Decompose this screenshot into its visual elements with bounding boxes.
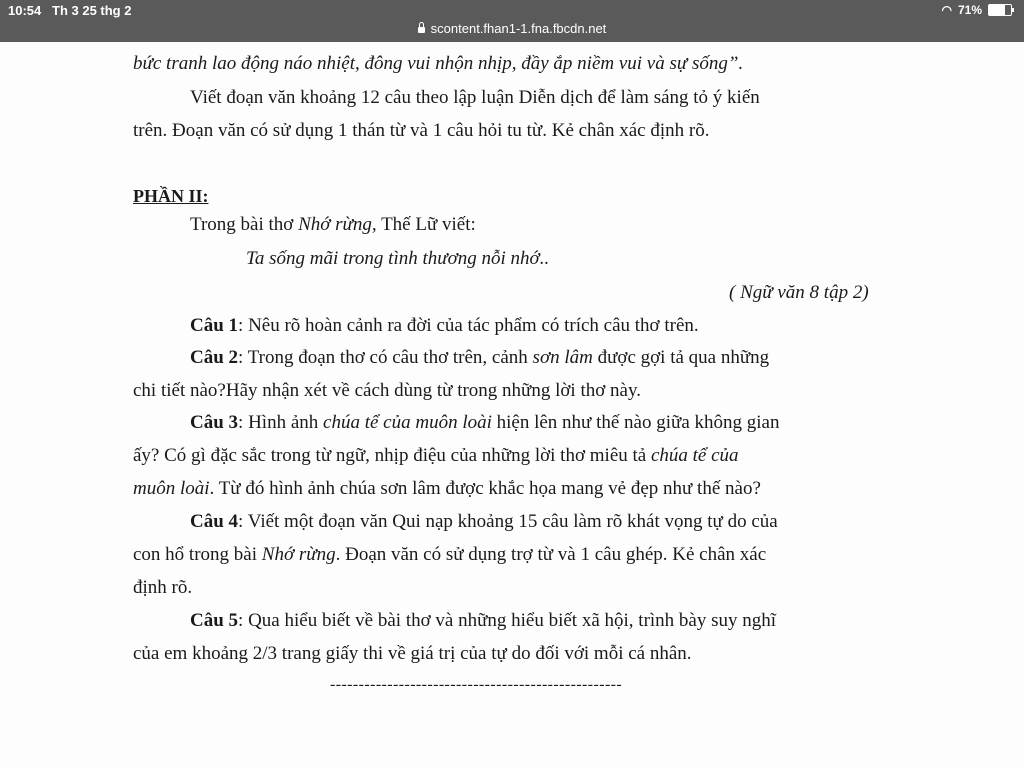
status-time: 10:54	[8, 3, 42, 18]
question-2	[190, 347, 769, 369]
address-bar[interactable]	[0, 21, 1024, 36]
q5-label: Câu 5	[190, 610, 239, 631]
q2-text-a: : Trong đoạn thơ có câu thơ trên, cảnh	[238, 347, 528, 368]
wifi-icon: ◠	[941, 3, 952, 17]
battery-percent: 71%	[957, 3, 982, 17]
q3-line3-em: muôn loài	[133, 478, 210, 499]
separator-line: ---------------------------------------------------	[330, 676, 623, 693]
q3-label: Câu 3	[190, 412, 239, 433]
q3-line2-em: chúa tể của	[650, 445, 739, 466]
q4-line-2	[133, 544, 766, 566]
question-1	[190, 315, 699, 337]
intro-text: Trong bài thơ	[190, 214, 294, 235]
q3-text-a: : Hình ảnh	[238, 412, 319, 433]
document-page	[0, 42, 1024, 768]
battery-level	[989, 5, 1005, 15]
poem-quote: Ta sống mãi trong tình thương nỗi nhớ..	[246, 248, 550, 269]
q3-line-3	[133, 478, 761, 500]
doc-line-3: trên. Đoạn văn có sử dụng 1 thán từ và 1 câu hỏi tu từ. Kẻ chân xác định rõ.	[133, 120, 710, 141]
q4-line2-text-b: . Đoạn văn có sử dụng trợ từ và 1 câu ghép. Kẻ chân xác	[335, 544, 767, 565]
part-2-title: PHẦN II:	[133, 186, 209, 206]
q4-line2-text: con hổ trong bài	[133, 544, 258, 565]
intro-end: Thế Lữ viết:	[381, 214, 476, 235]
doc-line-1: bức tranh lao động náo nhiệt, đông vui nhộn nhịp, đầy ắp niềm vui và sự sống”.	[133, 53, 744, 74]
battery-icon	[988, 4, 1012, 16]
q4-line-3: định rõ.	[133, 577, 193, 598]
status-bar	[0, 0, 1024, 42]
lock-icon	[418, 27, 425, 33]
q1-label: Câu 1	[190, 315, 239, 336]
q3-line2-text: ấy? Có gì đặc sắc trong từ ngữ, nhịp điệu của những lời thơ miêu tả	[133, 445, 647, 466]
q5-text-a: : Qua hiểu biết về bài thơ và những hiểu biết xã hội, trình bày suy nghĩ	[238, 610, 777, 631]
status-right	[941, 3, 1012, 17]
status-date: Th 3 25 thg 2	[52, 3, 132, 18]
doc-line-2: Viết đoạn văn khoảng 12 câu theo lập luận Diễn dịch để làm sáng tỏ ý kiến	[190, 87, 760, 108]
q1-text: : Nêu rõ hoàn cảnh ra đời của tác phẩm có trích câu thơ trên.	[238, 315, 699, 336]
question-4	[190, 511, 778, 533]
q2-em: sơn lâm	[532, 347, 593, 368]
q2-line-2: chi tiết nào?Hãy nhận xét về cách dùng từ trong những lời thơ này.	[133, 380, 641, 401]
question-3	[190, 412, 779, 434]
q3-text-b: hiện lên như thế nào giữa không gian	[496, 412, 780, 433]
question-5	[190, 610, 776, 632]
q4-line2-em: Nhớ rừng	[261, 544, 336, 565]
q4-label: Câu 4	[190, 511, 239, 532]
intro-line	[190, 214, 476, 236]
q2-text-b: được gợi tả qua những	[597, 347, 770, 368]
q3-em: chúa tể của muôn loài	[323, 412, 492, 433]
quote-source: ( Ngữ văn 8 tập 2)	[729, 282, 869, 303]
q2-label: Câu 2	[190, 347, 239, 368]
q3-line-2	[133, 445, 739, 467]
q3-line3-text: . Từ đó hình ảnh chúa sơn lâm được khắc họa mang vẻ đẹp như thế nào?	[209, 478, 761, 499]
url-text: scontent.fhan1-1.fna.fbcdn.net	[430, 21, 607, 36]
q5-line-2: của em khoảng 2/3 trang giấy thi về giá trị của tự do đối với mỗi cá nhân.	[133, 643, 692, 664]
q4-text-a: : Viết một đoạn văn Qui nạp khoảng 15 câu làm rõ khát vọng tự do của	[238, 511, 778, 532]
poem-name: Nhớ rừng,	[298, 214, 377, 235]
